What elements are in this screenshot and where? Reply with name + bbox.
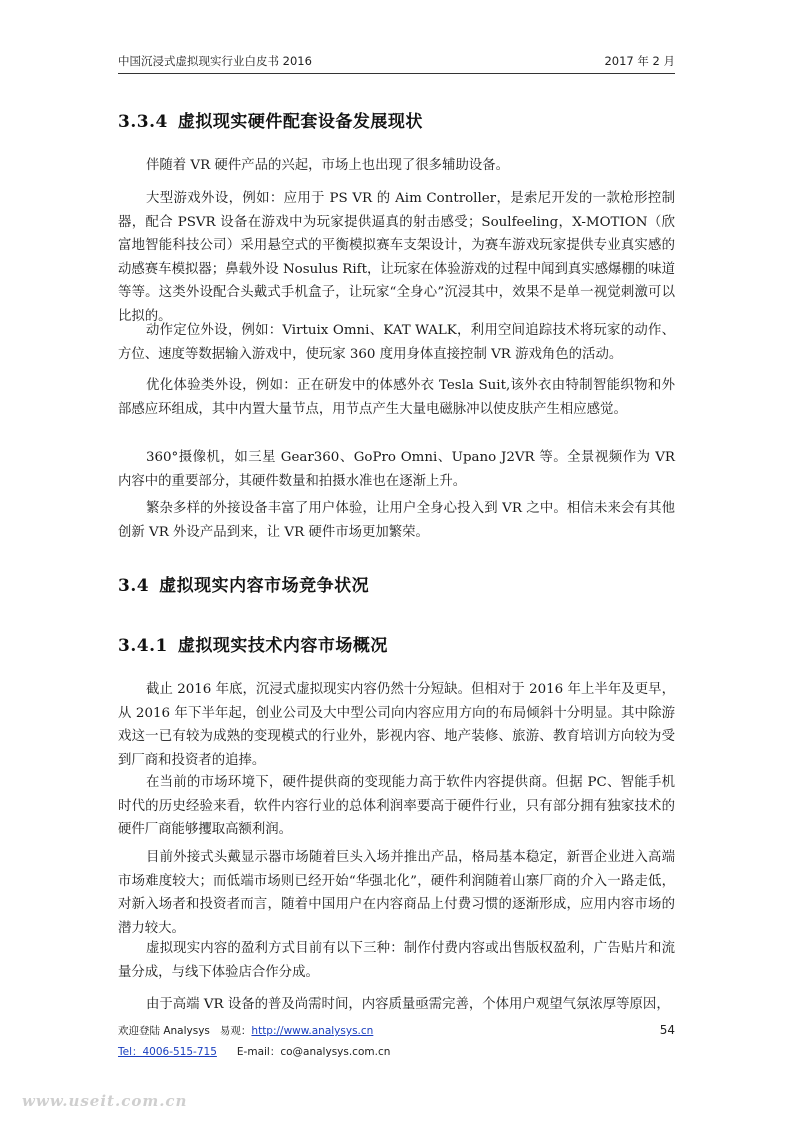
footer-welcome: 欢迎登陆 Analysys — [118, 1025, 210, 1037]
paragraph: 虚拟现实内容的盈利方式目前有以下三种：制作付费内容或出售版权盈利，广告贴片和流量分成，与线下体验店合作分成。 — [118, 941, 675, 980]
section-number: 3.3.4 — [118, 112, 168, 132]
paragraph: 截止 2016 年底，沉浸式虚拟现实内容仍然十分短缺。但相对于 2016 年上半年及更早，从 2016 年下半年起，创业公司及大中型公司向内容应用方向的布局倾斜十分明显。其中除游戏这一已有较为成熟的变现模式的行业外，影视内容、地产装修、旅游、教育培训方向较为受到厂商和投资者的追捧。 — [118, 682, 675, 768]
section-heading-3-4 — [118, 571, 369, 596]
section-title: 虚拟现实内容市场竞争状况 — [159, 576, 370, 596]
paragraph: 由于高端 VR 设备的普及尚需时间，内容质量亟需完善，个体用户观望气氛浓厚等原因， — [146, 997, 670, 1012]
paragraph: 360°摄像机，如三星 Gear360、GoPro Omni、Upano J2VR 等。全景视频作为 VR 内容中的重要部分，其硬件数量和拍摄水准也在逐渐上升。 — [118, 450, 675, 489]
page-header — [118, 53, 675, 71]
website-link[interactable]: http://www.analysys.cn — [251, 1025, 374, 1037]
email-address: E-mail：co@analysys.com.cn — [236, 1046, 391, 1058]
header-divider — [118, 73, 675, 74]
telephone-number: Tel：4006-515-715 — [118, 1046, 217, 1058]
document-title: 中国沉浸式虚拟现实行业白皮书 2016 — [118, 54, 312, 68]
section-heading-3-3-4 — [118, 107, 423, 132]
footer-line-2 — [118, 1044, 675, 1059]
paragraph: 大型游戏外设，例如：应用于 PS VR 的 Aim Controller，是索尼开发的一款枪形控制器，配合 PSVR 设备在游戏中为玩家提供逼真的射击感受；Soulfeeling，X-MOTION（欣富地智能科技公司）采用悬空式的平衡模拟赛车支架设计，为赛车游戏玩家提供专业真实感的动感赛车模拟器；鼻载外设 Nosulus Rift，让玩家在体验游戏的过程中闻到真实感爆棚的味道等等。这类外设配合头戴式手机盒子，让玩家“全身心”沉浸其中，效果不是单一视觉刺激可以比拟的。 — [118, 191, 675, 324]
paragraph: 目前外接式头戴显示器市场随着巨头入场并推出产品，格局基本稳定，新晋企业进入高端市场难度较大；而低端市场则已经开始“华强北化”，硬件利润随着山寨厂商的介入一路走低，对新入场者和投资者而言，随着中国用户在内容商品上付费习惯的逐渐形成，应用内容市场的潜力较大。 — [118, 850, 675, 936]
document-date: 2017 年 2 月 — [604, 54, 675, 68]
section-number: 3.4 — [118, 576, 150, 596]
paragraph: 优化体验类外设，例如：正在研发中的体感外衣 Tesla Suit,该外衣由特制智能织物和外部感应环组成，其中内置大量节点，用节点产生大量电磁脉冲以使皮肤产生相应感觉。 — [118, 378, 675, 417]
paragraph: 动作定位外设，例如：Virtuix Omni、KAT WALK，利用空间追踪技术将玩家的动作、方位、速度等数据输入游戏中，使玩家 360 度用身体直接控制 VR 游戏角色的活动。 — [118, 323, 675, 362]
section-number: 3.4.1 — [118, 636, 168, 656]
section-title: 虚拟现实技术内容市场概况 — [177, 636, 388, 656]
watermark-text: www.useit.com.cn — [22, 1092, 188, 1110]
section-heading-3-4-1 — [118, 631, 388, 656]
footer-line-1 — [118, 1023, 675, 1038]
section-title: 虚拟现实硬件配套设备发展现状 — [177, 112, 423, 132]
page-number: 54 — [659, 1023, 675, 1037]
paragraph: 繁杂多样的外接设备丰富了用户体验，让用户全身心投入到 VR 之中。相信未来会有其他创新 VR 外设产品到来，让 VR 硬件市场更加繁荣。 — [118, 501, 675, 540]
paragraph: 在当前的市场环境下，硬件提供商的变现能力高于软件内容提供商。但据 PC、智能手机时代的历史经验来看，软件内容行业的总体利润率要高于硬件行业，只有部分拥有独家技术的硬件厂商能够攫取高额利润。 — [118, 775, 675, 838]
paragraph: 伴随着 VR 硬件产品的兴起，市场上也出现了很多辅助设备。 — [146, 158, 510, 173]
footer-site-label: 易观： — [219, 1025, 252, 1037]
